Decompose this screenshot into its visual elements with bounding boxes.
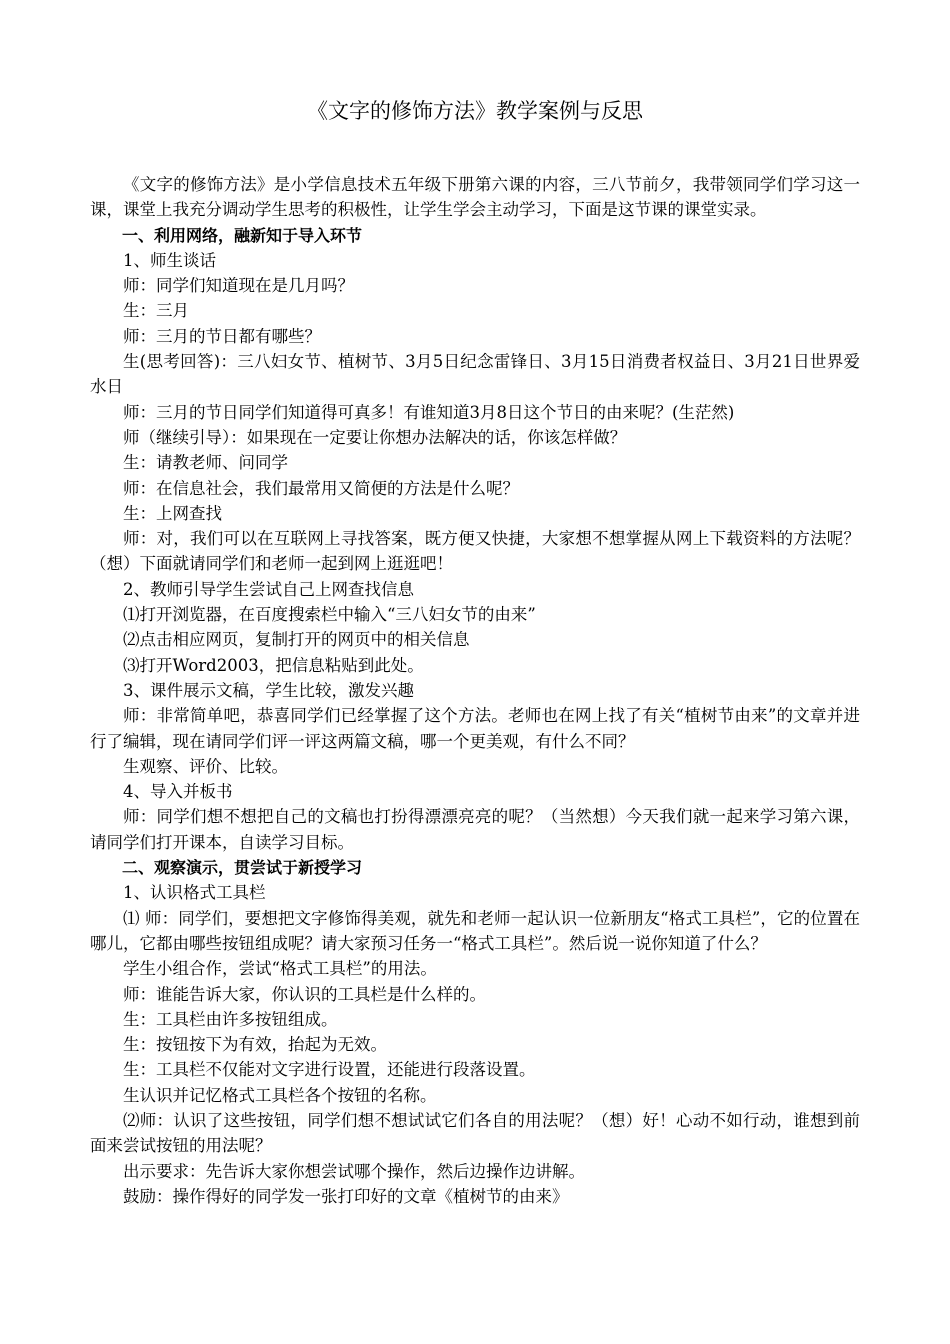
paragraph: 3、课件展示文稿，学生比较，激发兴趣 bbox=[123, 680, 414, 700]
paragraph: 生：三月 bbox=[123, 301, 189, 321]
paragraph: 师：在信息社会，我们最常用又简便的方法是什么呢？ bbox=[123, 478, 519, 498]
paragraph: 师：三月的节日同学们知道得可真多！有谁知道3月8日这个节日的由来呢？(生茫然) bbox=[123, 402, 735, 422]
section-heading: 一、利用网络，融新知于导入环节 bbox=[122, 225, 363, 245]
paragraph: 4、导入并板书 bbox=[123, 782, 233, 802]
paragraph: ⑵点击相应网页，复制打开的网页中的相关信息 bbox=[123, 630, 470, 650]
paragraph: 1、认识格式工具栏 bbox=[123, 883, 266, 903]
paragraph: 师：同学们知道现在是几月吗？ bbox=[123, 276, 354, 296]
paragraph: 生(思考回答)：三八妇女节、植树节、3月5日纪念雷锋日、3月15日消费者权益日、3月21日世界爱水日 bbox=[90, 352, 860, 397]
paragraph: 生：工具栏由许多按钮组成。 bbox=[123, 1009, 338, 1029]
paragraph: 师：同学们想不想把自己的文稿也打扮得漂漂亮亮的呢？（当然想）今天我们就一起来学习第六课，请同学们打开课本，自读学习目标。 bbox=[90, 807, 860, 852]
paragraph: ⑴ 师：同学们，要想把文字修饰得美观，就先和老师一起认识一位新朋友“格式工具栏”，它的位置在哪儿，它都由哪些按钮组成呢？请大家预习任务一“格式工具栏”。然后说一说你知道了什么？ bbox=[90, 908, 860, 953]
paragraph: 师（继续引导）：如果现在一定要让你想办法解决的话，你该怎样做？ bbox=[123, 427, 627, 447]
paragraph: 2、教师引导学生尝试自己上网查找信息 bbox=[123, 579, 414, 599]
paragraph: 1、师生谈话 bbox=[123, 250, 216, 270]
paragraph: 生认识并记忆格式工具栏各个按钮的名称。 bbox=[123, 1085, 437, 1105]
paragraph: ⑴打开浏览器，在百度搜索栏中输入“三八妇女节的由来” bbox=[123, 605, 536, 625]
paragraph: 生：请教老师、问同学 bbox=[123, 453, 288, 473]
document-title: 《文字的修饰方法》教学案例与反思 bbox=[307, 99, 643, 123]
paragraph: 生观察、评价、比较。 bbox=[123, 756, 288, 776]
document-body bbox=[90, 172, 860, 1209]
paragraph: ⑵师：认识了这些按钮，同学们想不想试试它们各自的用法呢？（想）好！心动不如行动，谁想到前面来尝试按钮的用法呢？ bbox=[90, 1110, 860, 1156]
paragraph: 《文字的修饰方法》是小学信息技术五年级下册第六课的内容，三八节前夕，我带领同学们学习这一课，课堂上我充分调动学生思考的积极性，让学生学会主动学习，下面是这节课的课堂实录。 bbox=[90, 175, 860, 220]
paragraph: 鼓励：操作得好的同学发一张打印好的文章《植树节的由来》 bbox=[123, 1186, 569, 1206]
section-heading: 二、观察演示，贯尝试于新授学习 bbox=[122, 858, 363, 878]
paragraph: 师：非常简单吧，恭喜同学们已经掌握了这个方法。老师也在网上找了有关“植树节由来”的文章并进行了编辑，现在请同学们评一评这两篇文稿，哪一个更美观，有什么不同？ bbox=[90, 706, 860, 751]
paragraph: 生：按钮按下为有效，抬起为无效。 bbox=[123, 1035, 387, 1055]
paragraph: 出示要求：先告诉大家你想尝试哪个操作，然后边操作边讲解。 bbox=[123, 1161, 585, 1181]
paragraph: 生：上网查找 bbox=[123, 503, 222, 523]
paragraph: 师：对，我们可以在互联网上寻找答案，既方便又快捷，大家想不想掌握从网上下载资料的方法呢？（想）下面就请同学们和老师一起到网上逛逛吧！ bbox=[90, 529, 860, 574]
paragraph: 学生小组合作，尝试“格式工具栏”的用法。 bbox=[123, 959, 437, 979]
paragraph: 师：谁能告诉大家，你认识的工具栏是什么样的。 bbox=[123, 984, 486, 1004]
paragraph: 生：工具栏不仅能对文字进行设置，还能进行段落设置。 bbox=[123, 1060, 536, 1080]
paragraph: 师：三月的节日都有哪些？ bbox=[123, 326, 321, 346]
paragraph: ⑶打开Word2003，把信息粘贴到此处。 bbox=[123, 655, 424, 675]
